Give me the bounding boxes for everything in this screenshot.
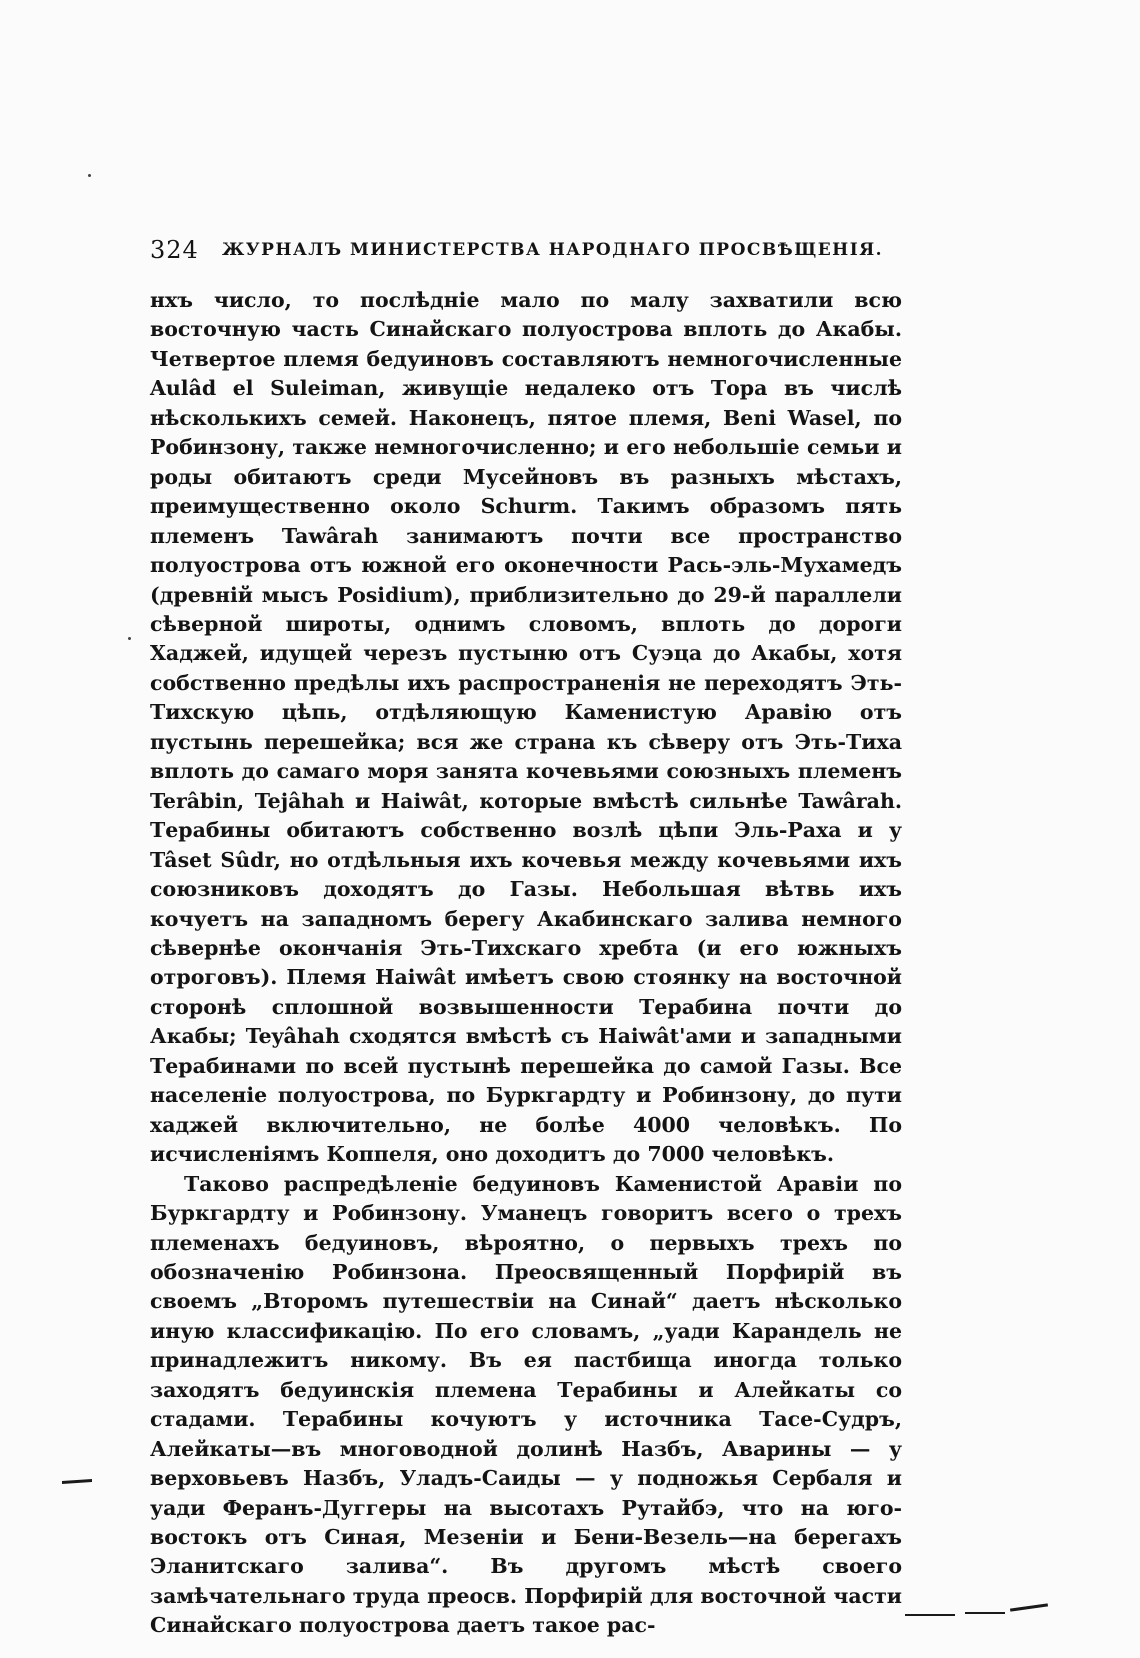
scan-mark-bottom-right-2: [965, 1612, 1005, 1614]
paragraph-distribution: Таково распредѣленіе бедуиновъ Каменистой Аравіи по Буркгардту и Робинзону. Уманецъ говоритъ всего о трехъ племенахъ бедуиновъ, вѣроятно, о первыхъ трехъ по обозначенію Робинзона. Преосвященный Порфирій въ своемъ „Второмъ путешествіи на Синай“ даетъ нѣсколько иную классификацію. По его словамъ, „уади Карандель не принадлежитъ никому. Въ ея пастбища иногда только заходятъ бедуинскія племена Терабины и Алейкаты со стадами. Терабины кочуютъ у источника Тасе-Судръ, Алейкаты—въ многоводной долинѣ Назбъ, Аварины — у верховьевъ Назбъ, Уладъ-Саиды — у подножья Сербаля и уади Феранъ-Дуггеры на высотахъ Рутайбэ, что на юго-востокъ отъ Синая, Мезеніи и Бени-Везель—на берегахъ Эланитскаго залива“. Въ другомъ мѣстѣ своего замѣчательнаго труда преосв. Порфирій для восточной части Синайскаго полуострова даетъ такое рас-: [150, 1171, 902, 1638]
paragraph-continuation: нхъ число, то послѣдніе мало по малу захватили всю восточную часть Синайскаго полуострова вплоть до Акабы. Четвертое племя бедуиновъ составляютъ немногочисленные Aulâd el Suleiman, живущіе недалеко отъ Тора въ числѣ нѣсколькихъ семей. Наконецъ, пятое племя, Beni Wasel, по Робинзону, также немногочисленно; и его небольшіе семьи и роды обитаютъ среди Мусейновъ въ разныхъ мѣстахъ, преимущественно около Schurm. Такимъ образомъ пять племенъ Tawârah занимаютъ почти все пространство полуострова отъ южной его оконечности Рась-эль-Мухамедъ (древній мысъ Posidium), приблизительно до 29-й параллели сѣверной широты, однимъ словомъ, вплоть до дороги Хаджей, идущей черезъ пустыню отъ Суэца до Акабы, хотя собственно предѣлы ихъ распространенія не переходятъ Эть-Тихскую цѣпь, отдѣляющую Каменистую Аравію отъ пустынь перешейка; вся же страна къ сѣверу отъ Эть-Тиха вплоть до самаго моря занята кочевьями союзныхъ племенъ Terâbin, Tejâhah и Haiwât, которые вмѣстѣ сильнѣе Tawârah. Терабины обитаютъ собственно возлѣ цѣпи Эль-Раха и у Tâset Sûdr, но отдѣльныя ихъ кочевья между кочевьями ихъ союзниковъ доходятъ до Газы. Небольшая вѣтвь ихъ кочуетъ на западномъ берегу Акабинскаго залива немного сѣвернѣе окончанія Эть-Тихскаго хребта (и его южныхъ отроговъ). Племя Haiwât имѣетъ свою стоянку на восточной сторонѣ сплошной возвышенности Терабина почти до Акабы; Teyâhah сходятся вмѣстѣ съ Haiwât'ами и западными Терабинами по всей пустынѣ перешейка до самой Газы. Все населеніе полуострова, по Буркгардту и Робинзону, до пути хаджей включительно, не болѣе 4000 человѣкъ. По исчисленіямъ Коппеля, оно доходитъ до 7000 человѣкъ.: [150, 288, 902, 1167]
body-text: [150, 286, 902, 1641]
page-header: [150, 236, 910, 266]
scan-mark-left: [62, 1479, 92, 1484]
scan-mark-bottom-right-1: [905, 1614, 955, 1616]
scan-mark-bottom-right-3: [1010, 1603, 1048, 1611]
running-title: ЖУРНАЛЪ МИНИСТЕРСТВА НАРОДНАГО ПРОСВѢЩЕНІЯ.: [222, 240, 884, 260]
scan-dot-1: [88, 174, 91, 177]
scan-dot-2: [128, 637, 131, 640]
page-number: 324: [150, 236, 199, 264]
